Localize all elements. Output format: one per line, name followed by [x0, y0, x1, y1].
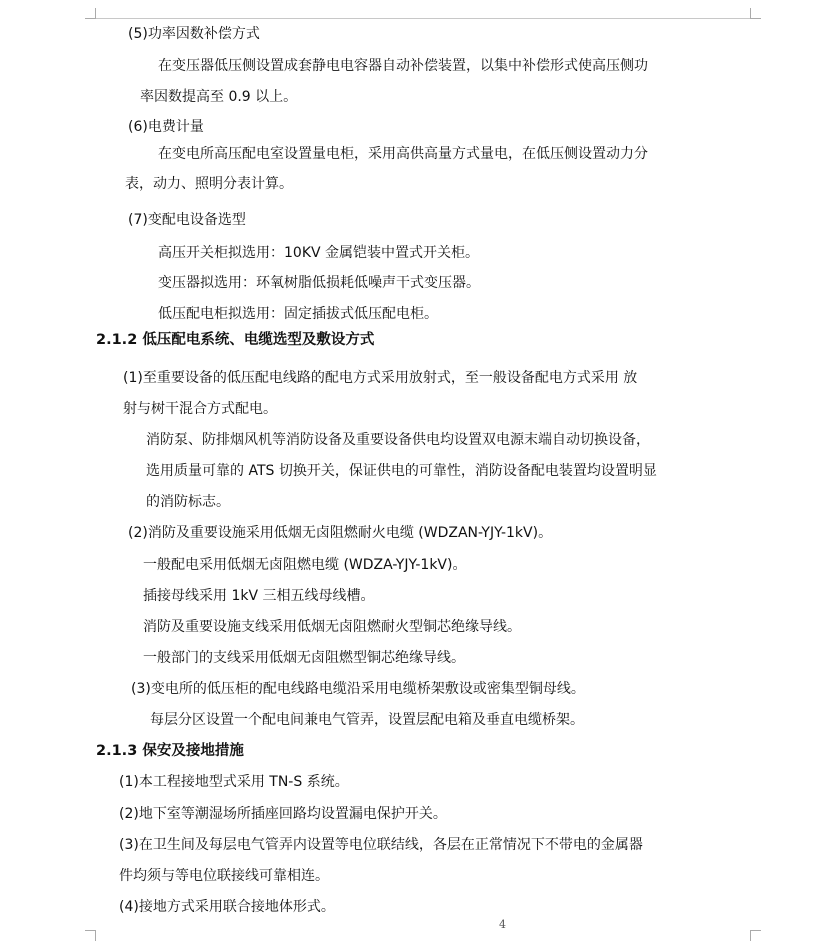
paragraph-line: (4)接地方式采用联合接地体形式。: [119, 899, 335, 915]
section-heading-2-1-3: 2.1.3 保安及接地措施: [96, 743, 244, 759]
paragraph-line: 射与树干混合方式配电。: [123, 401, 277, 417]
paragraph-line: 高压开关柜拟选用：10KV 金属铠装中置式开关柜。: [158, 245, 480, 261]
paragraph-line: 率因数提高至 0.9 以上。: [140, 89, 298, 105]
crop-mark: [750, 930, 761, 941]
crop-mark: [750, 8, 761, 19]
paragraph-line: (2)地下室等潮湿场所插座回路均设置漏电保护开关。: [119, 806, 447, 822]
paragraph-line: (3)在卫生间及每层电气管弄内设置等电位联结线，各层在正常情况下不带电的金属器: [119, 837, 643, 853]
paragraph-line: 选用质量可靠的 ATS 切换开关，保证供电的可靠性，消防设备配电装置均设置明显: [146, 463, 657, 479]
paragraph-line: 低压配电柜拟选用：固定插拔式低压配电柜。: [158, 306, 438, 322]
page-number: 4: [499, 918, 506, 931]
crop-mark: [85, 930, 96, 941]
paragraph-line: 每层分区设置一个配电间兼电气管弄，设置层配电箱及垂直电缆桥架。: [150, 712, 584, 728]
paragraph-line: 件均须与等电位联接线可靠相连。: [119, 868, 329, 884]
paragraph-line: 表，动力、照明分表计算。: [125, 176, 293, 192]
paragraph-line: 插接母线采用 1kV 三相五线母线槽。: [143, 588, 375, 604]
crop-mark: [85, 8, 96, 19]
paragraph-line: 消防及重要设施支线采用低烟无卤阻燃耐火型铜芯绝缘导线。: [143, 619, 521, 635]
paragraph-line: (2)消防及重要设施采用低烟无卤阻燃耐火电缆 (WDZAN-YJY-1kV)。: [128, 525, 553, 541]
header-rule: [95, 18, 750, 19]
section-heading-2-1-2: 2.1.2 低压配电系统、电缆选型及敷设方式: [96, 332, 375, 348]
paragraph-line: 消防泵、防排烟风机等消防设备及重要设备供电均设置双电源末端自动切换设备，: [146, 432, 650, 448]
subheading-metering: (6)电费计量: [128, 119, 204, 135]
paragraph-line: 在变压器低压侧设置成套静电电容器自动补偿装置，以集中补偿形式使高压侧功: [158, 58, 648, 74]
paragraph-line: 变压器拟选用：环氧树脂低损耗低噪声干式变压器。: [158, 275, 480, 291]
paragraph-line: 一般配电采用低烟无卤阻燃电缆 (WDZA-YJY-1kV)。: [143, 557, 467, 573]
paragraph-line: (1)至重要设备的低压配电线路的配电方式采用放射式，至一般设备配电方式采用 放: [123, 370, 638, 386]
subheading-power-factor: (5)功率因数补偿方式: [128, 26, 260, 42]
paragraph-line: 的消防标志。: [146, 494, 230, 510]
paragraph-line: (1)本工程接地型式采用 TN-S 系统。: [119, 774, 349, 790]
subheading-equipment: (7)变配电设备选型: [128, 212, 246, 228]
paragraph-line: 在变电所高压配电室设置量电柜，采用高供高量方式量电，在低压侧设置动力分: [158, 146, 648, 162]
paragraph-line: 一般部门的支线采用低烟无卤阻燃型铜芯绝缘导线。: [143, 650, 465, 666]
paragraph-line: (3)变电所的低压柜的配电线路电缆沿采用电缆桥架敷设或密集型铜母线。: [131, 681, 585, 697]
